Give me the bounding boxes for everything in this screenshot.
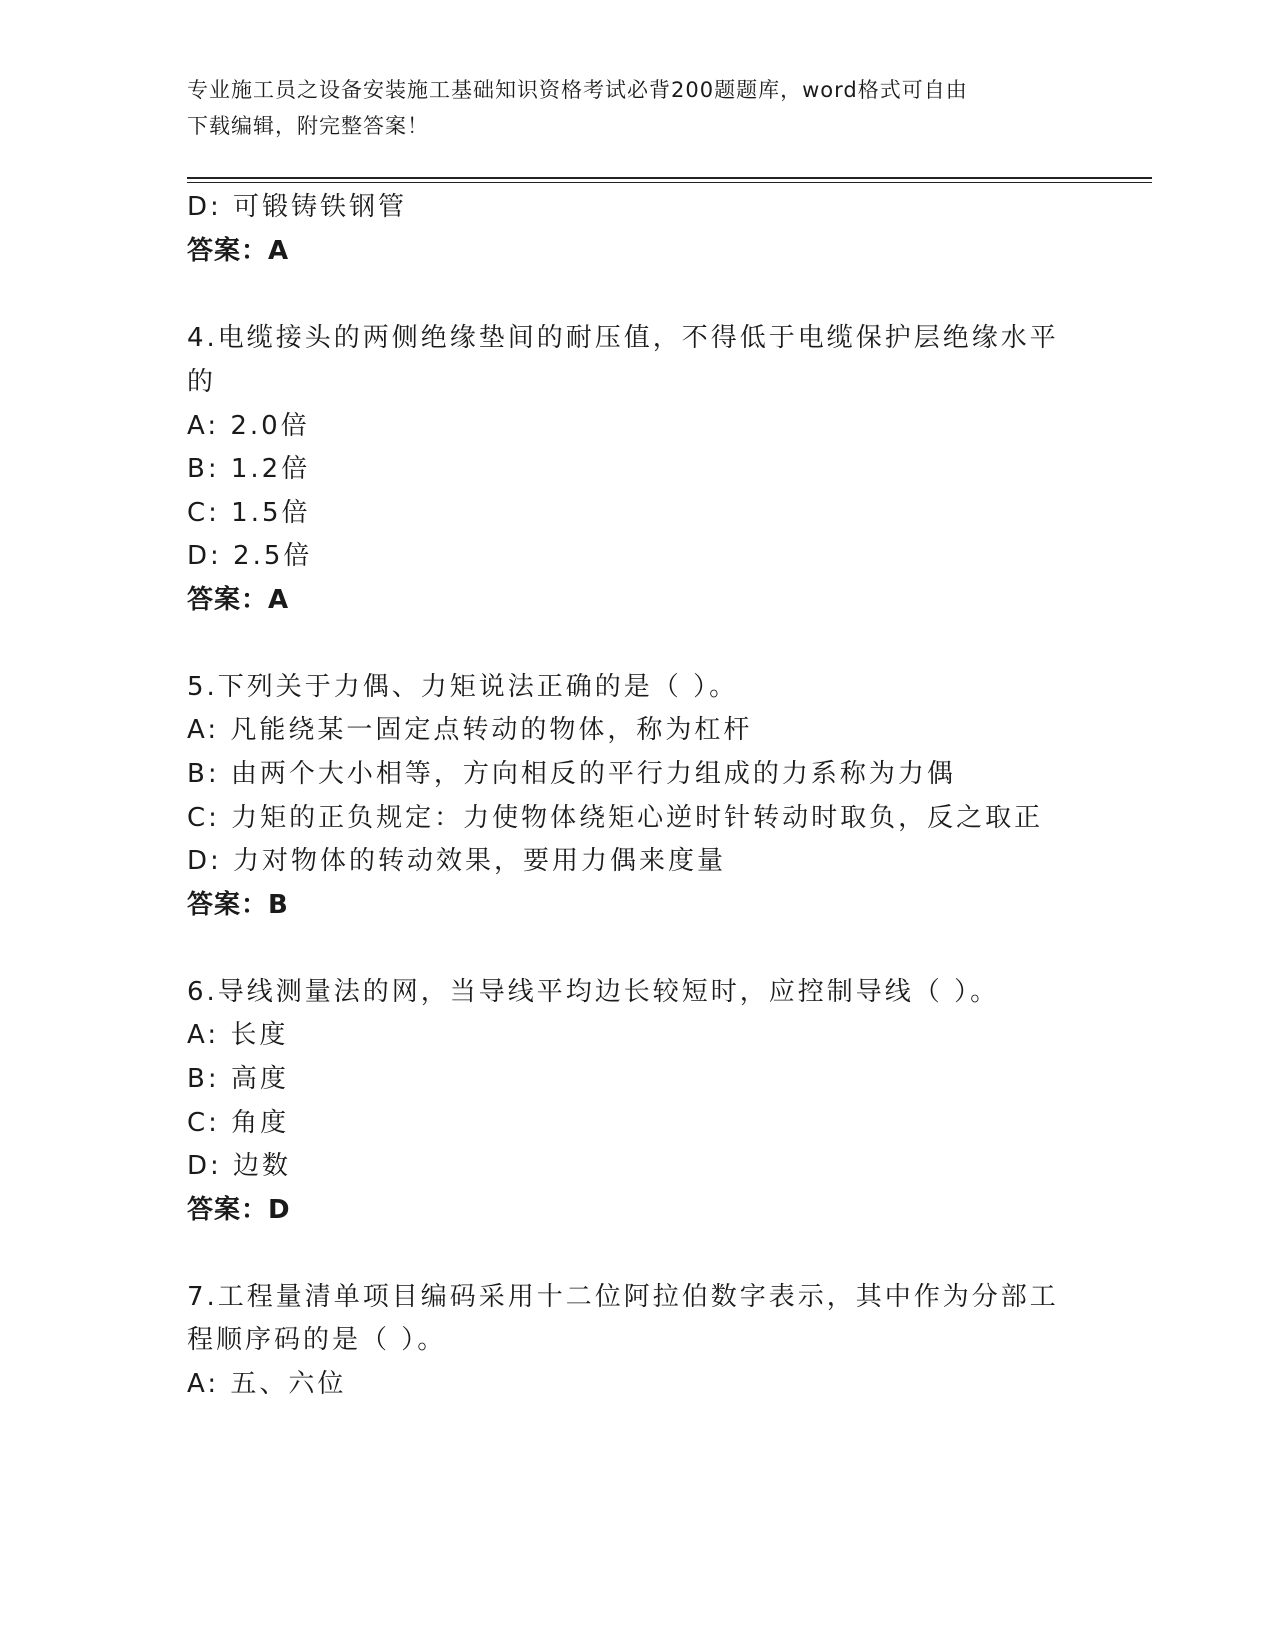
- option-c-q5: C: 力矩的正负规定：力使物体绕矩心逆时针转动时取负，反之取正: [187, 803, 1044, 833]
- answer-q6: 答案：D: [187, 1195, 291, 1225]
- question-7-line-1: 7.工程量清单项目编码采用十二位阿拉伯数字表示，其中作为分部工: [187, 1282, 1059, 1312]
- header-rule-thick: [187, 177, 1152, 179]
- question-7-line-2: 程顺序码的是（ ）。: [187, 1325, 447, 1355]
- option-a-q6: A: 长度: [187, 1020, 289, 1050]
- option-b-q5: B: 由两个大小相等，方向相反的平行力组成的力系称为力偶: [187, 759, 956, 789]
- header-line-1: 专业施工员之设备安装施工基础知识资格考试必背200题题库，word格式可自由: [187, 78, 968, 102]
- option-a-q7: A: 五、六位: [187, 1369, 347, 1399]
- answer-q5: 答案：B: [187, 890, 289, 920]
- option-d-q3: D: 可锻铸铁钢管: [187, 192, 408, 222]
- header-rule-thin: [187, 182, 1152, 183]
- option-c-q6: C: 角度: [187, 1108, 290, 1138]
- option-c-q4: C: 1.5倍: [187, 498, 311, 528]
- question-4-line-1: 4.电缆接头的两侧绝缘垫间的耐压值，不得低于电缆保护层绝缘水平: [187, 323, 1059, 353]
- question-4-line-2: 的: [187, 367, 217, 397]
- question-6: 6.导线测量法的网，当导线平均边长较短时，应控制导线（ ）。: [187, 977, 1000, 1007]
- option-b-q4: B: 1.2倍: [187, 454, 311, 484]
- option-a-q4: A: 2.0倍: [187, 411, 310, 441]
- header-line-2: 下载编辑，附完整答案！: [187, 114, 429, 138]
- answer-q4: 答案：A: [187, 585, 290, 615]
- option-a-q5: A: 凡能绕某一固定点转动的物体，称为杠杆: [187, 715, 753, 745]
- option-d-q5: D: 力对物体的转动效果，要用力偶来度量: [187, 846, 727, 876]
- document-header: [187, 72, 1067, 144]
- option-d-q6: D: 边数: [187, 1151, 292, 1181]
- answer-q3: 答案：A: [187, 236, 290, 266]
- option-b-q6: B: 高度: [187, 1064, 289, 1094]
- question-5: 5.下列关于力偶、力矩说法正确的是（ ）。: [187, 672, 739, 702]
- option-d-q4: D: 2.5倍: [187, 541, 313, 571]
